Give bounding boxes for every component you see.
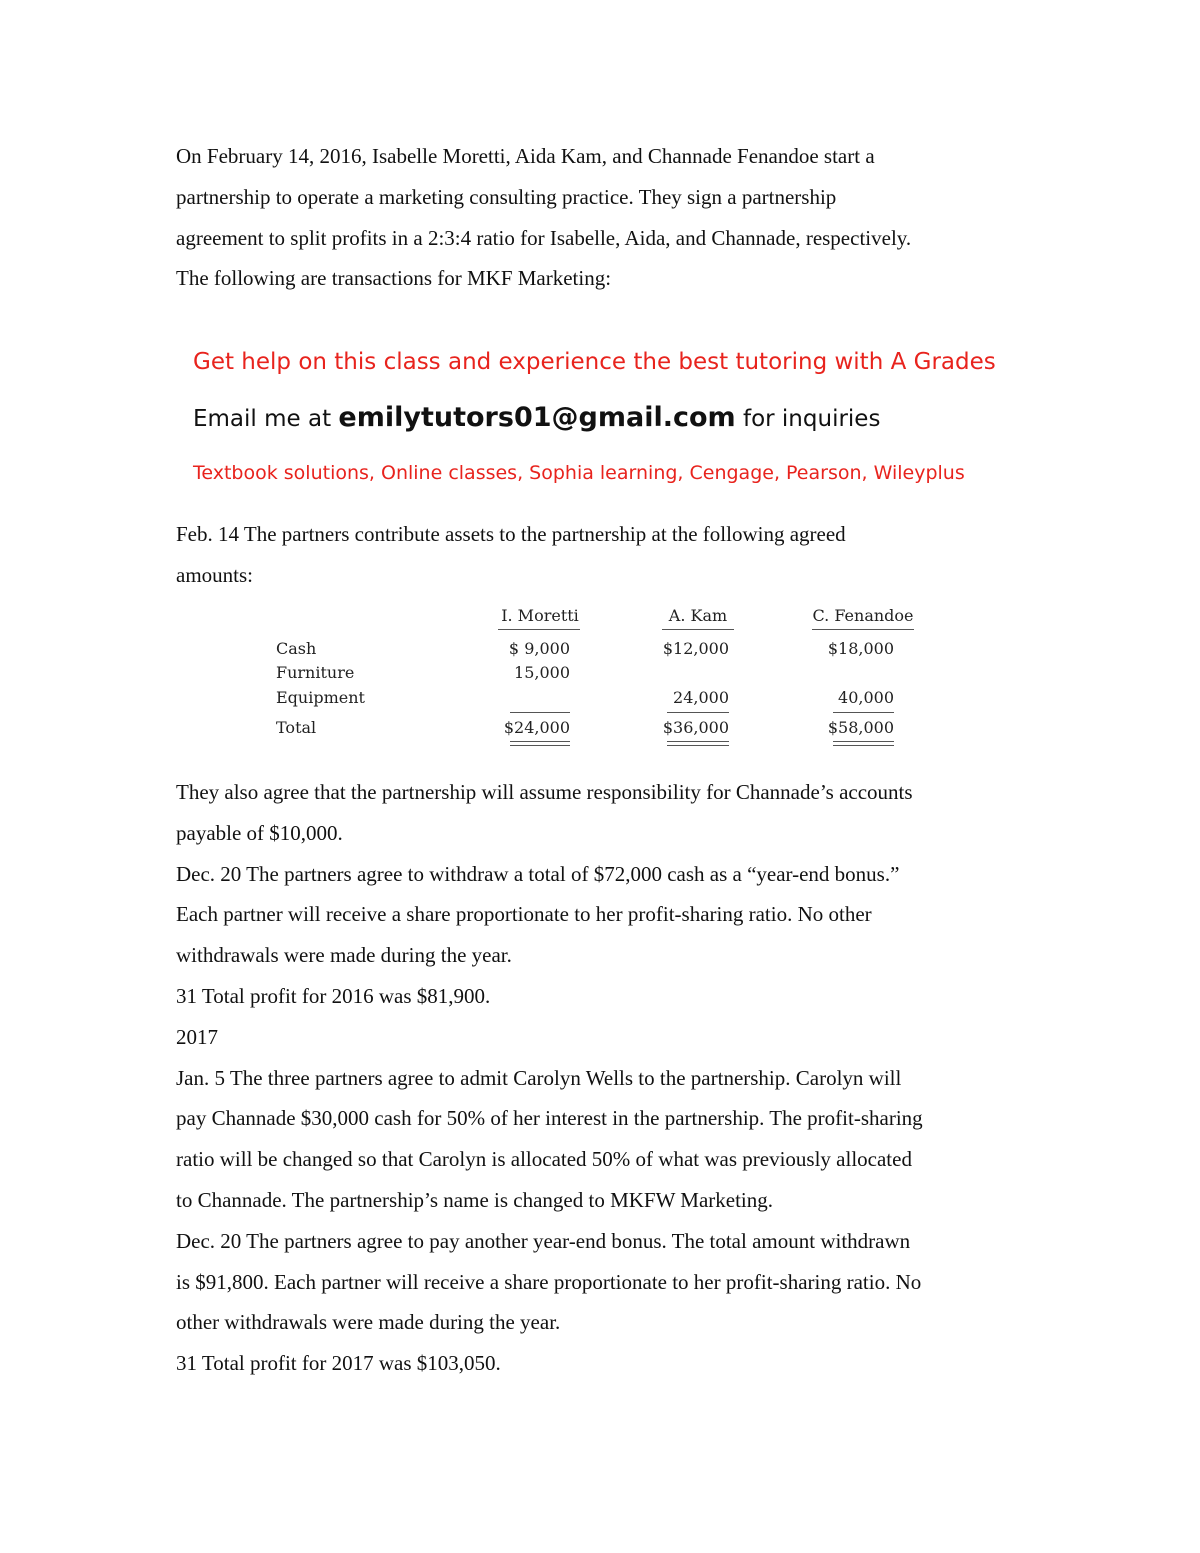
body-line: Dec. 20 The partners agree to withdraw a total of $72,000 cash as a “year-end bonus.”: [176, 861, 900, 886]
table-total-cell: $36,000: [662, 718, 729, 737]
table-total-cell: $24,000: [503, 718, 570, 737]
header-underline: [498, 629, 580, 630]
intro-line: partnership to operate a marketing consulting practice. They sign a partnership: [176, 184, 837, 209]
table-cell: $18,000: [827, 639, 894, 658]
body-line: 31 Total profit for 2017 was $103,050.: [176, 1351, 501, 1376]
table-total-cell: $58,000: [827, 718, 894, 737]
total-overline: [667, 712, 729, 713]
ad-email-suffix: for inquiries: [735, 406, 881, 432]
total-double-underline: [833, 741, 894, 746]
table-cell: $12,000: [662, 639, 729, 658]
body-line: Each partner will receive a share proportionate to her profit-sharing ratio. No other: [176, 902, 872, 927]
header-underline: [662, 629, 734, 630]
table-row-label: Equipment: [276, 688, 365, 707]
table-header-fenandoe: C. Fenandoe: [812, 606, 914, 625]
total-overline: [833, 712, 894, 713]
table-cell: $ 9,000: [508, 639, 570, 658]
body-line: 2017: [176, 1024, 218, 1049]
table-cell: 15,000: [514, 663, 570, 682]
body-line: ratio will be changed so that Carolyn is allocated 50% of what was previously allocated: [176, 1147, 912, 1172]
intro-line: agreement to split profits in a 2:3:4 ratio for Isabelle, Aida, and Channade, respectively.: [176, 225, 912, 250]
body-line: Dec. 20 The partners agree to pay another year-end bonus. The total amount withdrawn: [176, 1228, 911, 1253]
table-row-label: Furniture: [276, 663, 355, 682]
intro-line: On February 14, 2016, Isabelle Moretti, Aida Kam, and Channade Fenandoe start a: [176, 144, 875, 168]
intro-line: The following are transactions for MKF Marketing:: [176, 266, 612, 291]
table-cell: 40,000: [838, 688, 894, 707]
table-row-label: Cash: [276, 639, 317, 658]
ad-services: Textbook solutions, Online classes, Sophia learning, Cengage, Pearson, Wileyplus: [193, 462, 965, 484]
table-header-kam: A. Kam: [668, 606, 728, 625]
ad-email-prefix: Email me at: [193, 406, 339, 432]
table-cell: 24,000: [673, 688, 729, 707]
feb14-line: Feb. 14 The partners contribute assets to the partnership at the following agreed: [176, 522, 846, 546]
body-line: to Channade. The partnership’s name is changed to MKFW Marketing.: [176, 1187, 774, 1212]
total-double-underline: [667, 741, 729, 746]
body-line: They also agree that the partnership will assume responsibility for Channade’s accounts: [176, 780, 913, 804]
table-header-moretti: I. Moretti: [501, 606, 579, 625]
body-line: 31 Total profit for 2016 was $81,900.: [176, 983, 491, 1008]
total-overline: [510, 712, 570, 713]
body-line: is $91,800. Each partner will receive a share proportionate to her profit-sharing ratio. No: [176, 1269, 922, 1294]
body-line: payable of $10,000.: [176, 820, 343, 845]
body-paragraphs: [176, 772, 1014, 1384]
header-underline: [812, 629, 914, 630]
ad-email-address[interactable]: emilytutors01@gmail.com: [338, 402, 736, 433]
contributions-table: [0, 0, 1200, 760]
feb14-line: amounts:: [176, 562, 253, 587]
body-line: Jan. 5 The three partners agree to admit Carolyn Wells to the partnership. Carolyn will: [176, 1065, 902, 1090]
total-double-underline: [510, 741, 570, 746]
ad-headline: Get help on this class and experience the best tutoring with A Grades: [193, 349, 996, 375]
table-total-label: Total: [276, 718, 317, 737]
body-line: other withdrawals were made during the year.: [176, 1310, 561, 1335]
body-line: withdrawals were made during the year.: [176, 943, 512, 968]
body-line: pay Channade $30,000 cash for 50% of her interest in the partnership. The profit-sharing: [176, 1106, 923, 1131]
